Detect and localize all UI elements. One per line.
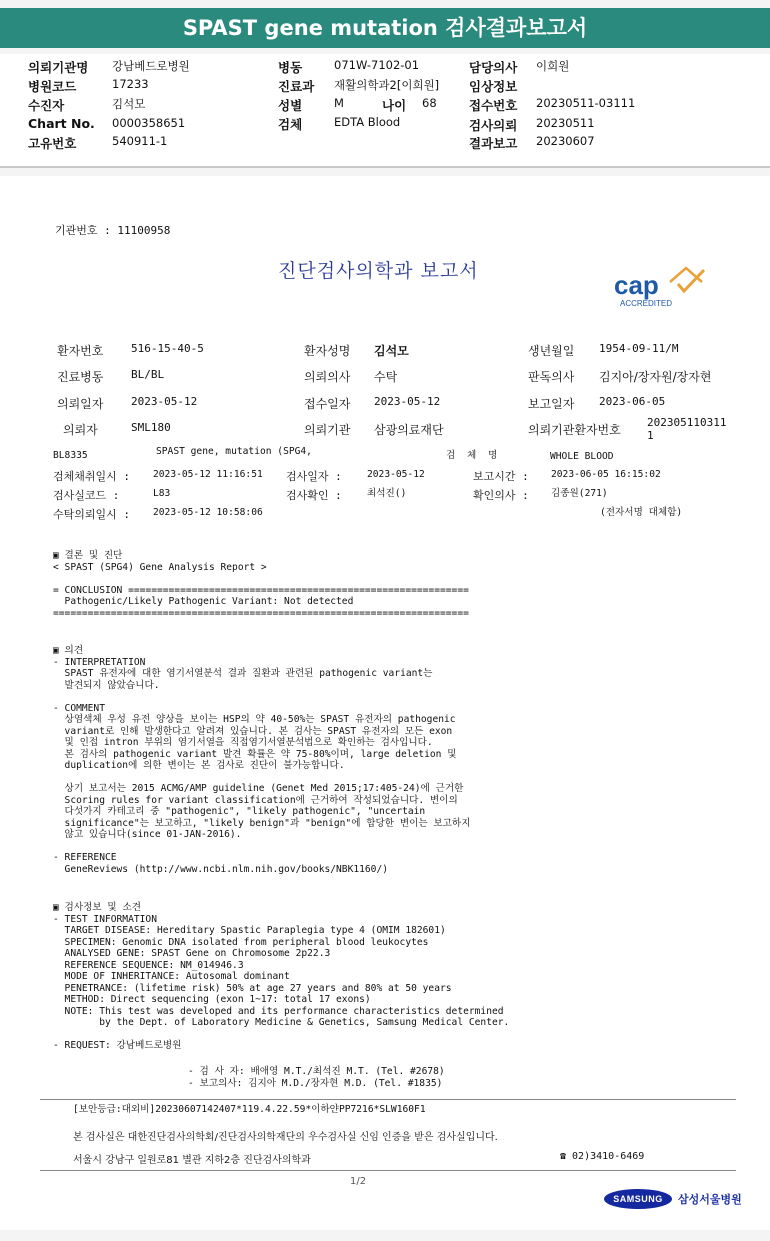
patient-label: 진료병동 xyxy=(57,370,104,384)
lab-address: 서울시 강남구 일원로81 별관 지하2층 진단검사의학과 xyxy=(73,1155,311,1166)
report-heading: 진단검사의학과 보고서 xyxy=(278,260,479,282)
header-label: 결과보고 xyxy=(469,136,518,151)
patient-label: 환자번호 xyxy=(57,344,104,358)
patient-label: 의뢰자 xyxy=(63,423,98,437)
info-value: L83 xyxy=(153,488,171,499)
age-label: 나이 xyxy=(382,98,407,113)
info-value: 2023-05-12 11:16:51 xyxy=(153,469,263,480)
test-name: SPAST gene, mutation (SPG4, xyxy=(156,446,312,457)
report-page xyxy=(0,176,770,1230)
header-info xyxy=(0,54,770,166)
info-value: 최석진() xyxy=(367,488,407,499)
hospital-name: 삼성서울병원 xyxy=(678,1193,742,1206)
header-label: Chart No. xyxy=(28,116,95,131)
patient-label: 의뢰기관환자번호 xyxy=(528,423,621,437)
age-value: 68 xyxy=(422,96,437,110)
patient-value: SML180 xyxy=(131,421,171,434)
patient-label: 의뢰일자 xyxy=(57,397,104,411)
header-value: M xyxy=(334,96,344,110)
conclusion-section: ▣ 결론 및 진단 < SPAST (SPG4) Gene Analysis Report > = CONCLUSION =========================================================== Pathogenic/Likely Pathogenic Variant: Not detected ======================================================================== xyxy=(53,550,469,619)
header-value: 20230607 xyxy=(536,134,595,148)
signature-block: - 검 사 자: 배애영 M.T./최석진 M.T. (Tel. #2678) - 보고의사: 김지아 M.D./장자현 M.D. (Tel. #1835) xyxy=(188,1066,445,1089)
opinion-section: ▣ 의견 - INTERPRETATION SPAST 유전자에 대한 염기서열분석 결과 질환과 관련된 pathogenic variant는 발견되지 않았습니다. - COMMENT 상염색체 우성 유전 양상을 보이는 HSP의 약 40-50%는 SPAST 유전자의 pathogenic variant로 인해 발생한다고 알려져 있습니다. 본 검사는 SPAST 유전자의 모든 exon 및 인접 intron 부위의 염기서열을 직접염기서열분석법으로 확인하는 검사입니다. 본 검사의 pathogenic variant 발견 확률은 약 75-80%이며, large deletion 및 duplication에 의한 변이는 본 검사로 진단이 불가능합니다. 상기 보고서는 2015 ACMG/AMP guideline (Genet Med 2015;17:405-24)에 근거한 Scoring rules for variant classification에 근거하여 작성되었습니다. 변이의 다섯가지 카테고리 중 "pathogenic", "likely pathogenic", "uncertain significance"는 보고하고, "likely benign"과 "benign"에 합당한 변이는 보고하지 않고 있습니다(since 01-JAN-2016). - REFERENCE GeneReviews (http://www.ncbi.nlm.nih.gov/books/NBK1160/) xyxy=(53,645,471,875)
header-label: 접수번호 xyxy=(469,98,518,113)
header-value: 20230511 xyxy=(536,116,595,130)
test-information-section: ▣ 검사정보 및 소견 - TEST INFORMATION TARGET DISEASE: Hereditary Spastic Paraplegia type 4 (OMIM 182601) SPECIMEN: Genomic DNA isolated from peripheral blood leukocytes ANALYSED GENE: SPAST Gene on Chromosome 2p22.3 REFERENCE SEQUENCE: NM_014946.3 MODE OF INHERITANCE: Autosomal dominant PENETRANCE: (lifetime risk) 50% at age 27 years and 80% at 50 years METHOD: Direct sequencing (exon 1~17: total 17 exons) NOTE: This test was developed and its performance characteristics determined by the Dept. of Laboratory Medicine & Genetics, Samsung Medical Center. - REQUEST: 강남베드로병원 xyxy=(53,902,510,1051)
info-label: 확인의사 : xyxy=(473,489,529,502)
header-divider xyxy=(0,166,770,168)
info-value: 2023-05-12 xyxy=(367,469,425,480)
lab-phone: ☎ 02)3410-6469 xyxy=(560,1151,645,1162)
header-label: 성별 xyxy=(278,98,303,113)
info-value: 2023-05-12 10:58:06 xyxy=(153,507,263,518)
header-value: 540911-1 xyxy=(112,134,168,148)
patient-value: 수탁 xyxy=(374,370,398,384)
patient-label: 의뢰의사 xyxy=(304,370,351,384)
report-title-bar: SPAST gene mutation 검사결과보고서 xyxy=(0,8,770,48)
patient-value: 516-15-40-5 xyxy=(131,342,204,355)
patient-label: 보고일자 xyxy=(528,397,575,411)
samsung-logo-oval: SAMSUNG xyxy=(604,1189,672,1209)
header-value: 17233 xyxy=(112,77,149,91)
patient-value: 1954-09-11/M xyxy=(599,342,679,355)
patient-value: 2023-05-12 xyxy=(131,395,198,408)
patient-label: 생년월일 xyxy=(528,344,575,358)
header-value: 071W-7102-01 xyxy=(334,58,420,72)
patient-value: 2023-06-05 xyxy=(599,395,666,408)
header-value: 0000358651 xyxy=(112,116,186,130)
header-value: 20230511-03111 xyxy=(536,96,636,110)
specimen-label: 검 체 명 xyxy=(446,450,501,461)
header-value: 재활의학과2[이희원] xyxy=(334,78,440,92)
samsung-hospital-logo xyxy=(604,1189,742,1209)
page-number: 1/2 xyxy=(350,1176,367,1187)
header-label: 담당의사 xyxy=(469,60,518,75)
patient-label: 의뢰기관 xyxy=(304,423,351,437)
header-label: 진료과 xyxy=(278,79,315,94)
patient-label: 판독의사 xyxy=(528,370,575,384)
header-value: 강남베드로병원 xyxy=(112,59,190,73)
patient-value: 김지아/장자원/장자현 xyxy=(599,370,712,384)
cap-accredited-logo xyxy=(612,264,712,310)
info-label: 수탁의뢰일시 : xyxy=(53,508,131,521)
header-value: 김석모 xyxy=(112,97,146,111)
info-value: 2023-06-05 16:15:02 xyxy=(551,469,661,480)
info-label: 검사일자 : xyxy=(286,470,342,483)
header-label: 검사의뢰 xyxy=(469,118,518,133)
patient-value: 2023051103111 xyxy=(647,416,727,442)
patient-value: 김석모 xyxy=(374,344,409,358)
security-line: [보안등급:대외비]20230607142407*119.4.22.59*이하얀PP7216*SLW160F1 xyxy=(73,1104,426,1115)
specimen-value: WHOLE BLOOD xyxy=(550,451,614,462)
header-label: 병동 xyxy=(278,60,303,75)
header-label: 수진자 xyxy=(28,98,65,113)
test-code: BL8335 xyxy=(53,450,88,461)
info-label: 검사확인 : xyxy=(286,489,342,502)
cap-logo-text: cap xyxy=(614,270,659,300)
e-signature-note: (전자서명 대체함) xyxy=(600,507,683,518)
patient-label: 환자성명 xyxy=(304,344,351,358)
certification-text: 본 검사실은 대한진단검사의학회/진단검사의학재단의 우수검사실 신임 인증을 받은 검사실입니다. xyxy=(73,1132,498,1143)
institution-number: 기관번호 : 11100958 xyxy=(55,224,171,237)
header-label: 의뢰기관명 xyxy=(28,60,89,75)
header-value: 이희원 xyxy=(536,59,570,73)
footer-divider xyxy=(40,1099,736,1100)
info-label: 검체채취일시 : xyxy=(53,470,131,483)
patient-value: 삼광의료재단 xyxy=(374,423,444,437)
cap-logo-subtext: ACCREDITED xyxy=(620,299,673,308)
header-label: 병원코드 xyxy=(28,79,77,94)
patient-value: 2023-05-12 xyxy=(374,395,441,408)
info-value: 김종원(271) xyxy=(551,488,608,499)
footer-divider xyxy=(40,1170,736,1171)
patient-label: 접수일자 xyxy=(304,397,351,411)
header-label: 고유번호 xyxy=(28,136,77,151)
info-label: 보고시간 : xyxy=(473,470,529,483)
header-label: 임상정보 xyxy=(469,79,518,94)
header-label: 검체 xyxy=(278,117,303,132)
header-value: EDTA Blood xyxy=(334,115,401,129)
info-label: 검사실코드 : xyxy=(53,489,120,502)
patient-value: BL/BL xyxy=(131,368,165,381)
